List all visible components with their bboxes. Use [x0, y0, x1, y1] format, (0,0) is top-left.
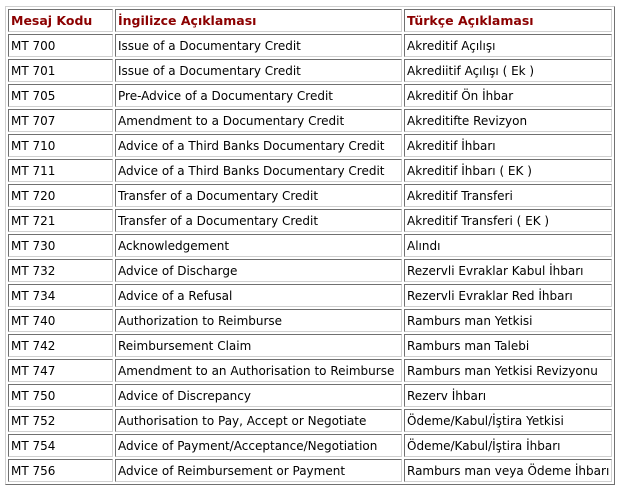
message-code-cell: MT 710	[8, 134, 113, 157]
table-row	[8, 359, 612, 382]
english-description-cell: Reimbursement Claim	[115, 334, 402, 357]
english-description-cell: Advice of Discrepancy	[115, 384, 402, 407]
turkish-description-cell: Alındı	[404, 234, 612, 257]
turkish-description-cell: Rezervli Evraklar Red İhbarı	[404, 284, 612, 307]
message-code-cell: MT 742	[8, 334, 113, 357]
english-description-cell: Authorisation to Pay, Accept or Negotiate	[115, 409, 402, 432]
table-row	[8, 84, 612, 107]
turkish-description-cell: Rezervli Evraklar Kabul İhbarı	[404, 259, 612, 282]
english-description-cell: Advice of Discharge	[115, 259, 402, 282]
table-row	[8, 209, 612, 232]
table-row	[8, 234, 612, 257]
turkish-description-cell: Ramburs man Yetkisi Revizyonu	[404, 359, 612, 382]
message-code-cell: MT 752	[8, 409, 113, 432]
table-row	[8, 459, 612, 482]
message-code-cell: MT 700	[8, 34, 113, 57]
turkish-description-cell: Rezerv İhbarı	[404, 384, 612, 407]
turkish-description-cell: Akreditifte Revizyon	[404, 109, 612, 132]
english-description-cell: Transfer of a Documentary Credit	[115, 184, 402, 207]
swift-message-table	[5, 6, 615, 485]
message-code-cell: MT 730	[8, 234, 113, 257]
message-code-cell: MT 732	[8, 259, 113, 282]
table-row	[8, 334, 612, 357]
message-code-cell: MT 721	[8, 209, 113, 232]
turkish-description-cell: Ödeme/Kabul/İştira İhbarı	[404, 434, 612, 457]
turkish-description-cell: Akreditif İhbarı ( EK )	[404, 159, 612, 182]
english-description-cell: Issue of a Documentary Credit	[115, 59, 402, 82]
turkish-description-cell: Ramburs man veya Ödeme İhbarı	[404, 459, 612, 482]
table-row	[8, 109, 612, 132]
message-code-cell: MT 740	[8, 309, 113, 332]
english-description-cell: Issue of a Documentary Credit	[115, 34, 402, 57]
header-turkish-description: Türkçe Açıklaması	[404, 9, 612, 32]
english-description-cell: Authorization to Reimburse	[115, 309, 402, 332]
table-row	[8, 259, 612, 282]
header-message-code: Mesaj Kodu	[8, 9, 113, 32]
table-header-row	[8, 9, 612, 32]
english-description-cell: Transfer of a Documentary Credit	[115, 209, 402, 232]
table-row	[8, 34, 612, 57]
english-description-cell: Advice of a Refusal	[115, 284, 402, 307]
message-code-cell: MT 701	[8, 59, 113, 82]
english-description-cell: Advice of a Third Banks Documentary Credit	[115, 159, 402, 182]
table-row	[8, 309, 612, 332]
english-description-cell: Advice of a Third Banks Documentary Credit	[115, 134, 402, 157]
message-code-cell: MT 750	[8, 384, 113, 407]
turkish-description-cell: Ramburs man Yetkisi	[404, 309, 612, 332]
message-code-cell: MT 754	[8, 434, 113, 457]
table-row	[8, 59, 612, 82]
message-code-cell: MT 720	[8, 184, 113, 207]
turkish-description-cell: Akreditif Ön İhbar	[404, 84, 612, 107]
table-body	[8, 34, 612, 482]
english-description-cell: Pre-Advice of a Documentary Credit	[115, 84, 402, 107]
turkish-description-cell: Akreditif Transferi	[404, 184, 612, 207]
message-code-cell: MT 734	[8, 284, 113, 307]
message-code-cell: MT 707	[8, 109, 113, 132]
table-row	[8, 184, 612, 207]
table-row	[8, 409, 612, 432]
english-description-cell: Amendment to a Documentary Credit	[115, 109, 402, 132]
message-code-cell: MT 756	[8, 459, 113, 482]
table-row	[8, 384, 612, 407]
english-description-cell: Advice of Reimbursement or Payment	[115, 459, 402, 482]
message-code-cell: MT 747	[8, 359, 113, 382]
english-description-cell: Advice of Payment/Acceptance/Negotiation	[115, 434, 402, 457]
english-description-cell: Acknowledgement	[115, 234, 402, 257]
table-row	[8, 434, 612, 457]
swift-message-table-container	[5, 6, 615, 485]
turkish-description-cell: Akreditif İhbarı	[404, 134, 612, 157]
turkish-description-cell: Akreditif Transferi ( EK )	[404, 209, 612, 232]
turkish-description-cell: Ödeme/Kabul/İştira Yetkisi	[404, 409, 612, 432]
header-english-description: İngilizce Açıklaması	[115, 9, 402, 32]
message-code-cell: MT 705	[8, 84, 113, 107]
table-row	[8, 134, 612, 157]
table-row	[8, 284, 612, 307]
english-description-cell: Amendment to an Authorisation to Reimburse	[115, 359, 402, 382]
turkish-description-cell: Ramburs man Talebi	[404, 334, 612, 357]
table-row	[8, 159, 612, 182]
message-code-cell: MT 711	[8, 159, 113, 182]
turkish-description-cell: Akrediitif Açılışı ( Ek )	[404, 59, 612, 82]
turkish-description-cell: Akreditif Açılışı	[404, 34, 612, 57]
